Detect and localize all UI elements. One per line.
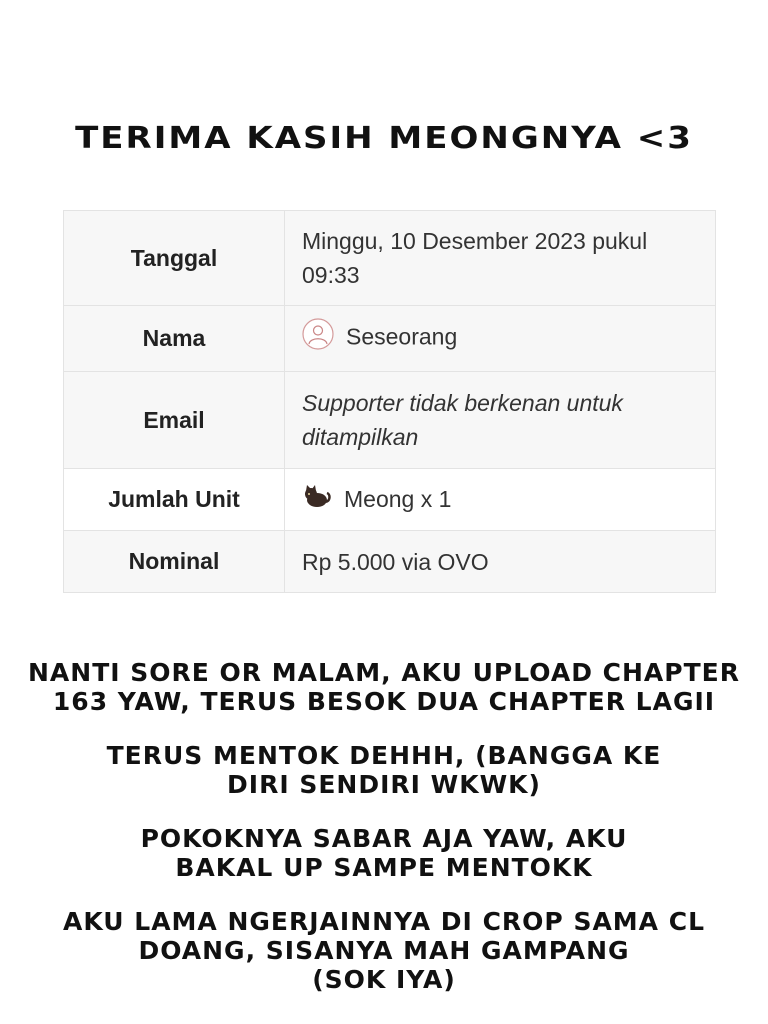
- note-paragraph: TERUS MENTOK DEHHH, (BANGGA KE DIRI SENDIRI WKWK): [106, 741, 662, 799]
- row-label-jumlah-unit: Jumlah Unit: [64, 469, 285, 531]
- author-notes: [0, 658, 768, 1019]
- table-row: [64, 469, 716, 531]
- row-value-tanggal: Minggu, 10 Desember 2023 pukul 09:33: [285, 211, 716, 306]
- row-value-jumlah-unit: [285, 469, 716, 531]
- row-value-email: Supporter tidak berkenan untuk ditampilkan: [285, 372, 716, 469]
- row-label-nominal: Nominal: [64, 531, 285, 593]
- table-row: [64, 531, 716, 593]
- row-label-tanggal: Tanggal: [64, 211, 285, 306]
- note-paragraph: NANTI SORE OR MALAM, AKU UPLOAD CHAPTER 163 YAW, TERUS BESOK DUA CHAPTER LAGII: [28, 658, 740, 716]
- row-value-nominal: Rp 5.000 via OVO: [285, 531, 716, 593]
- row-label-email: Email: [64, 372, 285, 469]
- cat-icon: [302, 483, 332, 517]
- row-label-nama: Nama: [64, 306, 285, 372]
- row-value-nama: [285, 306, 716, 372]
- table-row: [64, 372, 716, 469]
- avatar-icon: [302, 318, 334, 359]
- supporter-name: Seseorang: [346, 323, 458, 350]
- page-title: TERIMA KASIH MEONGNYA <3: [75, 120, 693, 156]
- note-paragraph: POKOKNYA SABAR AJA YAW, AKU BAKAL UP SAMPE MENTOKK: [140, 824, 628, 882]
- table-row: [64, 211, 716, 306]
- support-details-table: [63, 210, 716, 593]
- table-row: [64, 306, 716, 372]
- note-paragraph: AKU LAMA NGERJAINNYA DI CROP SAMA CL DOANG, SISANYA MAH GAMPANG (SOK IYA): [62, 907, 706, 994]
- unit-count: Meong x 1: [344, 485, 452, 512]
